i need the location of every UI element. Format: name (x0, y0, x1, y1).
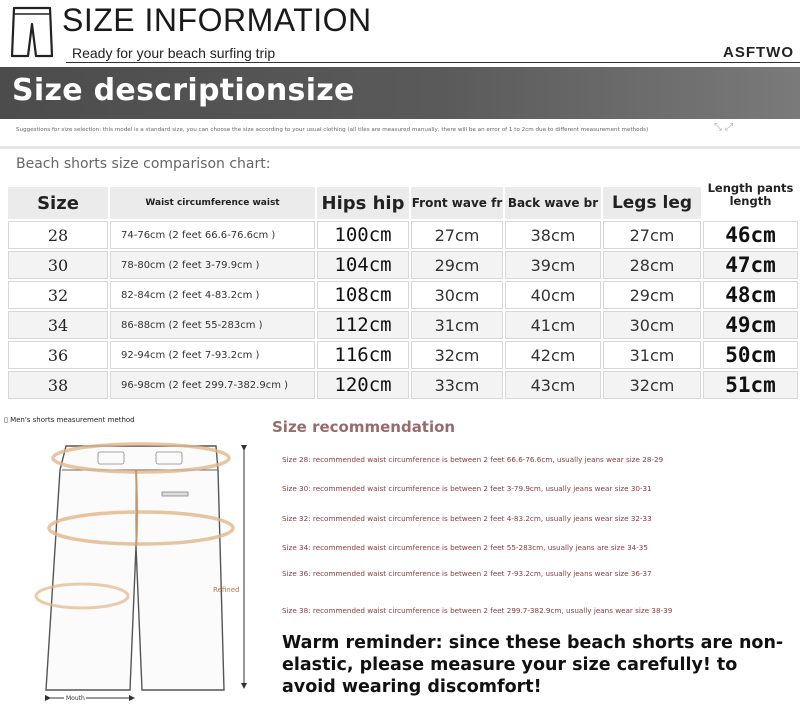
warm-reminder: Warm reminder: since these beach shorts are non-elastic, please measure your size carefully! to avoid wearing discomfort! (282, 633, 784, 697)
measurement-method-caption: ▯ Men's shorts measurement method (4, 416, 135, 424)
brand-name: ASFTWO (723, 44, 794, 61)
cell-front-wave: 30cm (411, 281, 503, 309)
banner-title: Size descriptionsize (12, 73, 355, 108)
cell-back-wave: 40cm (505, 281, 601, 309)
recommendation-item: Size 38: recommended waist circumference is between 2 feet 299.7-382.9cm, usually jeans wear size 38-39 (282, 606, 673, 615)
cell-waist: 78-80cm (2 feet 3-79.9cm ) (110, 251, 315, 279)
recommendation-item: Size 36: recommended waist circumference is between 2 feet 7-93.2cm, usually jeans wear size 36-37 (282, 569, 652, 578)
cell-waist: 92-94cm (2 feet 7-93.2cm ) (110, 341, 315, 369)
recommendation-item: Size 30: recommended waist circumference is between 2 feet 3-79.9cm, usually jeans wear size 30-31 (282, 484, 652, 493)
cell-legs: 28cm (603, 251, 701, 279)
cell-length: 48cm (703, 281, 798, 309)
size-table (6, 181, 800, 401)
recommendation-item: Size 32: recommended waist circumference is between 2 feet 4-83.2cm, usually jeans wear size 32-33 (282, 514, 652, 523)
cell-length: 50cm (703, 341, 798, 369)
cell-size: 32 (8, 281, 108, 309)
table-row (8, 221, 798, 249)
page-header (0, 0, 800, 66)
cell-back-wave: 38cm (505, 221, 601, 249)
cell-hips: 112cm (317, 311, 409, 339)
table-row (8, 281, 798, 309)
cell-size: 30 (8, 251, 108, 279)
cell-length: 47cm (703, 251, 798, 279)
front-wave-measure-line (136, 470, 137, 546)
cell-legs: 31cm (603, 341, 701, 369)
recommendation-title: Size recommendation (272, 418, 456, 436)
cell-legs: 29cm (603, 281, 701, 309)
cell-length: 46cm (703, 221, 798, 249)
page-subtitle: Ready for your beach surfing trip (72, 45, 276, 61)
section-divider (0, 146, 800, 149)
table-header-row (8, 187, 798, 219)
cell-length: 51cm (703, 371, 798, 399)
cell-waist: 86-88cm (2 feet 55-283cm ) (110, 311, 315, 339)
header-legs: Legs leg (603, 187, 701, 219)
header-hips: Hips hip (317, 187, 409, 219)
cell-size: 38 (8, 371, 108, 399)
cell-front-wave: 29cm (411, 251, 503, 279)
cell-back-wave: 41cm (505, 311, 601, 339)
cell-front-wave: 32cm (411, 341, 503, 369)
header-back-wave: Back wave br (505, 187, 601, 219)
cell-hips: 108cm (317, 281, 409, 309)
cell-size: 34 (8, 311, 108, 339)
cell-size: 36 (8, 341, 108, 369)
cell-front-wave: 33cm (411, 371, 503, 399)
refined-label: Refined (213, 586, 240, 594)
cell-back-wave: 43cm (505, 371, 601, 399)
chart-title: Beach shorts size comparison chart: (16, 156, 271, 172)
cell-back-wave: 42cm (505, 341, 601, 369)
shorts-logo-icon (6, 2, 58, 62)
cell-hips: 100cm (317, 221, 409, 249)
cell-hips: 120cm (317, 371, 409, 399)
mouth-label: Mouth (66, 695, 85, 702)
cell-legs: 30cm (603, 311, 701, 339)
table-row (8, 311, 798, 339)
page-title: SIZE INFORMATION (62, 2, 372, 38)
cell-length: 49cm (703, 311, 798, 339)
cell-waist: 74-76cm (2 feet 66.6-76.6cm ) (110, 221, 315, 249)
table-row (8, 341, 798, 369)
cell-front-wave: 27cm (411, 221, 503, 249)
shorts-outline-icon (46, 446, 224, 690)
expand-icon: ⤡ ⤢ (714, 122, 734, 133)
shorts-measurement-diagram (4, 428, 264, 706)
table-row (8, 371, 798, 399)
cell-legs: 27cm (603, 221, 701, 249)
recommendation-item: Size 34: recommended waist circumference is between 2 feet 55-283cm, usually jeans are size 34-35 (282, 543, 648, 552)
header-size: Size (8, 187, 108, 219)
header-front-wave: Front wave fr (411, 187, 503, 219)
cell-back-wave: 39cm (505, 251, 601, 279)
measurement-method-label: Men's shorts measurement method (10, 416, 135, 424)
size-suggestion-note: Suggestions for size selection: this model is a standard size, you can choose the size according to your usual clothing (all tiles are measured manually, there will be an error of 1 to 2cm due to different measurement methods) (16, 127, 649, 133)
cell-legs: 32cm (603, 371, 701, 399)
cell-waist: 82-84cm (2 feet 4-83.2cm ) (110, 281, 315, 309)
header-length: Length pants length (707, 181, 794, 208)
recommendation-item: Size 28: recommended waist circumference is between 2 feet 66.6-76.6cm, usually jeans wear size 28-29 (282, 455, 664, 464)
cell-waist: 96-98cm (2 feet 299.7-382.9cm ) (110, 371, 315, 399)
section-banner (0, 67, 800, 119)
table-row (8, 251, 798, 279)
cell-size: 28 (8, 221, 108, 249)
cell-hips: 116cm (317, 341, 409, 369)
cell-front-wave: 31cm (411, 311, 503, 339)
header-waist: Waist circumference waist (110, 187, 315, 219)
header-divider (66, 62, 800, 63)
cell-hips: 104cm (317, 251, 409, 279)
